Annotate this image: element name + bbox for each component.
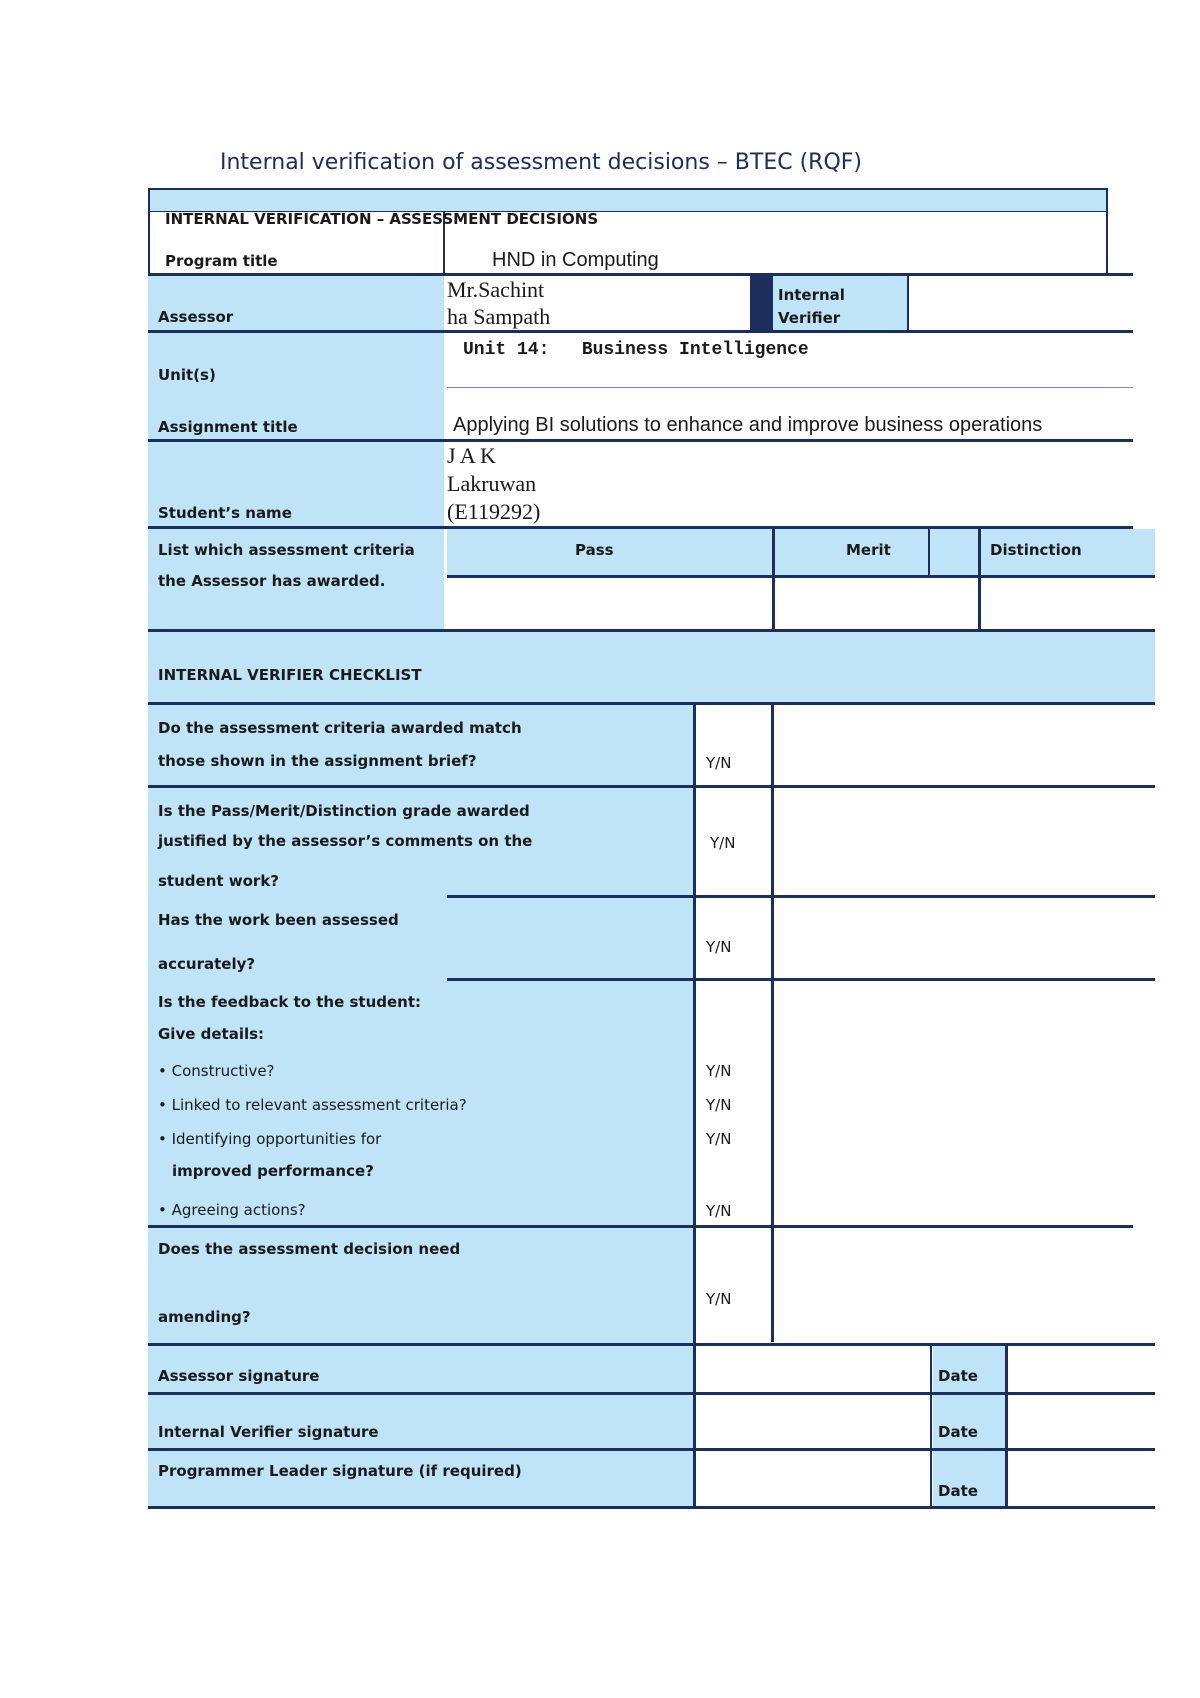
q2-line2: justified by the assessor’s comments on the (158, 832, 533, 850)
iv-date-field[interactable] (1008, 1395, 1154, 1448)
q1-yn[interactable]: Y/N (706, 754, 732, 772)
rule (772, 526, 775, 632)
rule (750, 274, 773, 331)
rule (447, 387, 1133, 388)
assessor-signature-field[interactable] (696, 1346, 930, 1392)
checklist-title: INTERNAL VERIFIER CHECKLIST (158, 666, 422, 684)
pl-date-label: Date (938, 1482, 978, 1500)
q4-b3-yn[interactable]: Y/N (706, 1130, 732, 1148)
rule (1106, 188, 1108, 274)
pass-header: Pass (575, 541, 614, 559)
program-title-value: HND in Computing (492, 249, 659, 271)
rule (148, 629, 1155, 632)
q5-line2: amending? (158, 1308, 251, 1326)
program-title-label: Program title (165, 252, 278, 270)
q4-line2: Give details: (158, 1025, 265, 1043)
iv-signature-field[interactable] (696, 1395, 930, 1448)
section-title: INTERNAL VERIFICATION – ASSESSMENT DECISIONS (165, 210, 599, 228)
iv-signature-label: Internal Verifier signature (158, 1423, 379, 1441)
student-name-label: Student’s name (158, 504, 292, 522)
rule (148, 1506, 1155, 1509)
q3-yn[interactable]: Y/N (706, 938, 732, 956)
q4-b4-yn[interactable]: Y/N (706, 1202, 732, 1220)
q1-line1: Do the assessment criteria awarded match (158, 719, 522, 737)
rule (907, 274, 909, 331)
student-name-line1: J A K (447, 443, 496, 468)
q2-yn[interactable]: Y/N (710, 834, 736, 852)
unit-value: Unit 14: Business Intelligence (463, 340, 809, 360)
q1-line2: those shown in the assignment brief? (158, 752, 477, 770)
q5-yn[interactable]: Y/N (706, 1290, 732, 1308)
pl-signature-field[interactable] (696, 1451, 930, 1506)
rule (148, 785, 1155, 788)
rule (148, 330, 1133, 333)
pl-date-field[interactable] (1008, 1451, 1154, 1506)
q4-bullet-opportunities-cont: improved performance? (172, 1162, 374, 1180)
rule (771, 702, 774, 1342)
rule (148, 439, 1133, 442)
q4-bullet-agreeing: • Agreeing actions? (158, 1201, 306, 1219)
top-header-band (150, 190, 1107, 211)
q5-line1: Does the assessment decision need (158, 1240, 461, 1258)
rule (928, 526, 930, 576)
internal-verifier-label-line2: Verifier (778, 309, 841, 327)
rule (148, 526, 1133, 529)
rule (148, 1343, 1155, 1346)
rule (447, 978, 1155, 981)
q3-line1: Has the work been assessed (158, 911, 399, 929)
rule (148, 188, 150, 274)
rule (447, 895, 1155, 898)
q4-b2-yn[interactable]: Y/N (706, 1096, 732, 1114)
assessor-date-label: Date (938, 1367, 978, 1385)
assessor-date-field[interactable] (1008, 1346, 1154, 1392)
q2-line1: Is the Pass/Merit/Distinction grade awarded (158, 802, 530, 820)
internal-verifier-label-line1: Internal (778, 286, 845, 304)
rule (148, 188, 1108, 190)
assignment-title-value: Applying BI solutions to enhance and improve business operations (453, 414, 1043, 436)
rule (447, 575, 1155, 578)
q2-line3: student work? (158, 872, 279, 890)
unit-label: Unit(s) (158, 366, 216, 384)
rule (148, 1448, 1155, 1451)
assessor-label: Assessor (158, 308, 234, 326)
distinction-header: Distinction (990, 541, 1082, 559)
rule (148, 702, 1155, 705)
assignment-title-label: Assignment title (158, 418, 298, 436)
q4-line1: Is the feedback to the student: (158, 993, 422, 1011)
q4-bullet-opportunities: • Identifying opportunities for (158, 1130, 382, 1148)
q3-line2: accurately? (158, 955, 256, 973)
pl-signature-label: Programmer Leader signature (if required) (158, 1462, 522, 1480)
rule (930, 1343, 932, 1508)
iv-date-label: Date (938, 1423, 978, 1441)
criteria-label-line2: the Assessor has awarded. (158, 572, 386, 590)
q4-bullet-linked: • Linked to relevant assessment criteria? (158, 1096, 467, 1114)
rule (148, 1225, 1133, 1228)
rule (148, 1392, 1155, 1395)
page-title: Internal verification of assessment decisions – BTEC (RQF) (220, 150, 862, 175)
rule (148, 273, 1133, 276)
criteria-label-line1: List which assessment criteria (158, 541, 415, 559)
assessor-value-line2: ha Sampath (447, 304, 551, 329)
rule (978, 526, 981, 632)
q4-b1-yn[interactable]: Y/N (706, 1062, 732, 1080)
student-name-line3: (E119292) (447, 499, 541, 524)
student-name-line2: Lakruwan (447, 471, 537, 496)
assessor-signature-label: Assessor signature (158, 1367, 320, 1385)
merit-header: Merit (846, 541, 891, 559)
assessor-value-line1: Mr.Sachint (447, 277, 545, 302)
q4-bullet-constructive: • Constructive? (158, 1062, 275, 1080)
